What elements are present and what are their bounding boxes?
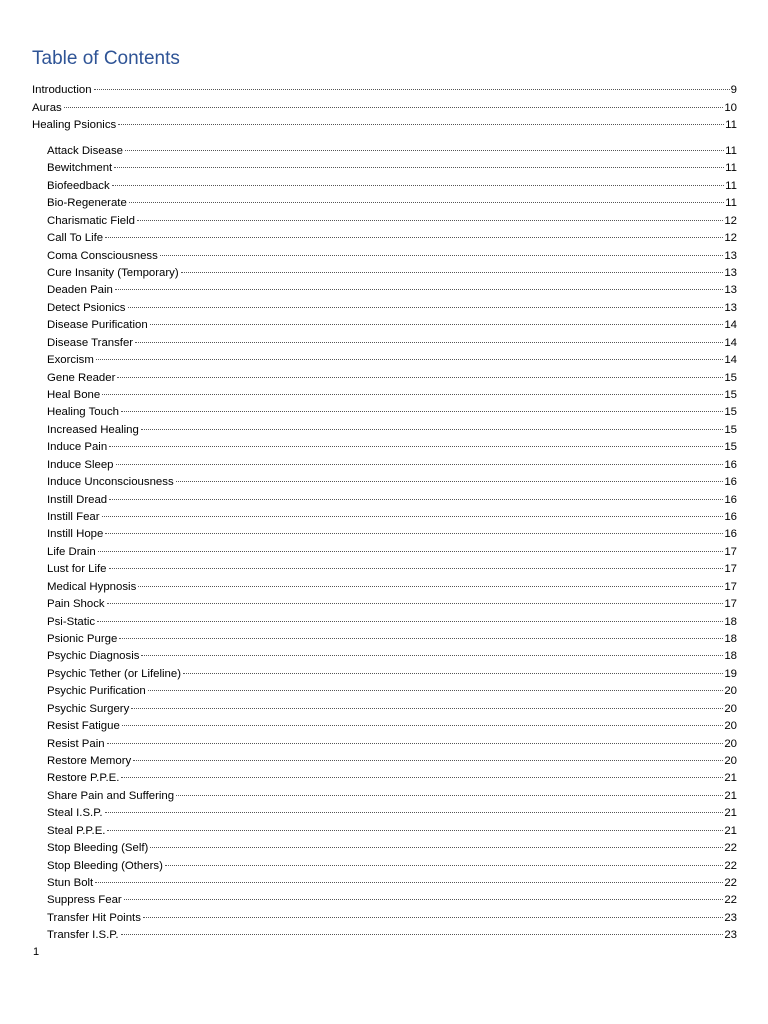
toc-entry-suppress-fear[interactable]	[47, 892, 737, 909]
toc-entry-page-number: 21	[724, 807, 737, 819]
dot-leader	[119, 638, 723, 639]
toc-entry-instill-dread[interactable]	[47, 492, 737, 509]
dot-leader	[94, 89, 730, 90]
toc-entry-page-number: 15	[724, 441, 737, 453]
toc-entry-stop-bleeding-others[interactable]	[47, 858, 737, 875]
dot-leader	[98, 551, 724, 552]
toc-entry-page-number: 11	[725, 180, 737, 192]
toc-entry-label: Steal P.P.E.	[47, 825, 106, 837]
toc-entry-label: Disease Transfer	[47, 337, 134, 349]
dot-leader	[135, 342, 723, 343]
dot-leader	[128, 307, 724, 308]
toc-entry-page-number: 11	[725, 119, 737, 131]
toc-entry-page-number: 15	[724, 424, 737, 436]
toc-entry-exorcism[interactable]	[47, 352, 737, 369]
dot-leader	[114, 167, 724, 168]
toc-entry-medical-hypnosis[interactable]	[47, 579, 737, 596]
toc-entry-instill-hope[interactable]	[47, 526, 737, 543]
toc-entry-page-number: 19	[724, 668, 737, 680]
toc-entry-label: Disease Purification	[47, 319, 148, 331]
toc-entry-label: Coma Consciousness	[47, 250, 158, 262]
dot-leader	[129, 202, 724, 203]
toc-entry-label: Attack Disease	[47, 145, 123, 157]
toc-entry-page-number: 14	[724, 319, 737, 331]
dot-leader	[105, 533, 723, 534]
toc-entry-resist-pain[interactable]	[47, 736, 737, 753]
dot-leader	[97, 621, 723, 622]
toc-entry-label: Restore Memory	[47, 755, 132, 767]
dot-leader	[109, 499, 723, 500]
toc-entry-label: Life Drain	[47, 546, 96, 558]
toc-entry-label: Increased Healing	[47, 424, 139, 436]
toc-entry-label: Gene Reader	[47, 372, 116, 384]
toc-entry-label: Introduction	[32, 84, 92, 96]
dot-leader	[137, 220, 723, 221]
toc-entry-label: Psychic Diagnosis	[47, 650, 140, 662]
dot-leader	[122, 725, 724, 726]
toc-entry-label: Stop Bleeding (Self)	[47, 842, 149, 854]
toc-entry-auras[interactable]	[32, 100, 737, 117]
toc-entry-label: Healing Touch	[47, 406, 119, 418]
toc-entry-steal-p-p-e[interactable]	[47, 823, 737, 840]
dot-leader	[124, 899, 724, 900]
toc-entry-label: Stun Bolt	[47, 877, 94, 889]
toc-entry-psychic-diagnosis[interactable]	[47, 648, 737, 665]
toc-entry-page-number: 16	[724, 476, 737, 488]
toc-entry-label: Transfer I.S.P.	[47, 929, 119, 941]
toc-entry-stop-bleeding-self[interactable]	[47, 840, 737, 857]
dot-leader	[107, 603, 724, 604]
toc-entry-page-number: 15	[724, 389, 737, 401]
dot-leader	[148, 690, 724, 691]
toc-entry-stun-bolt[interactable]	[47, 875, 737, 892]
toc-entry-label: Cure Insanity (Temporary)	[47, 267, 179, 279]
toc-entry-pain-shock[interactable]	[47, 596, 737, 613]
toc-entry-label: Medical Hypnosis	[47, 581, 137, 593]
toc-entry-label: Instill Dread	[47, 494, 108, 506]
toc-entry-label: Stop Bleeding (Others)	[47, 860, 163, 872]
toc-entry-page-number: 15	[724, 406, 737, 418]
toc-entry-page-number: 22	[724, 860, 737, 872]
dot-leader	[102, 516, 724, 517]
dot-leader	[105, 237, 723, 238]
toc-entry-page-number: 17	[724, 581, 737, 593]
toc-entry-disease-purification[interactable]	[47, 317, 737, 334]
toc-entry-psychic-surgery[interactable]	[47, 701, 737, 718]
toc-entry-label: Resist Fatigue	[47, 720, 120, 732]
toc-entry-bewitchment[interactable]	[47, 160, 737, 177]
toc-entry-lust-for-life[interactable]	[47, 561, 737, 578]
toc-entry-page-number: 20	[724, 720, 737, 732]
toc-entry-label: Resist Pain	[47, 738, 105, 750]
dot-leader	[116, 464, 724, 465]
dot-leader	[160, 255, 724, 256]
toc-entry-label: Share Pain and Suffering	[47, 790, 175, 802]
toc-entry-label: Psi-Static	[47, 616, 96, 628]
toc-entry-psychic-tether-or-lifeline[interactable]	[47, 666, 737, 683]
toc-entry-page-number: 18	[724, 616, 737, 628]
toc-entry-page-number: 18	[724, 633, 737, 645]
toc-entry-label: Biofeedback	[47, 180, 110, 192]
toc-entry-label: Exorcism	[47, 354, 94, 366]
toc-entry-gene-reader[interactable]	[47, 370, 737, 387]
toc-entry-deaden-pain[interactable]	[47, 282, 737, 299]
toc-entry-detect-psionics[interactable]	[47, 300, 737, 317]
toc-entry-page-number: 23	[724, 929, 737, 941]
toc-entry-page-number: 21	[724, 772, 737, 784]
dot-leader	[112, 185, 724, 186]
toc-entry-label: Induce Sleep	[47, 459, 114, 471]
toc-entry-page-number: 16	[724, 511, 737, 523]
dot-leader	[125, 150, 724, 151]
dot-leader	[105, 812, 724, 813]
dot-leader	[176, 795, 723, 796]
toc-entry-page-number: 22	[724, 842, 737, 854]
toc-entry-steal-i-s-p[interactable]	[47, 805, 737, 822]
toc-entry-label: Pain Shock	[47, 598, 105, 610]
toc-entry-psychic-purification[interactable]	[47, 683, 737, 700]
toc-entry-label: Call To Life	[47, 232, 104, 244]
toc-entry-life-drain[interactable]	[47, 544, 737, 561]
toc-entry-label: Bio-Regenerate	[47, 197, 127, 209]
toc-entry-healing-psionics[interactable]	[32, 117, 737, 134]
dot-leader	[117, 377, 723, 378]
toc-entry-page-number: 16	[724, 494, 737, 506]
toc-entry-heal-bone[interactable]	[47, 387, 737, 404]
toc-entry-label: Instill Hope	[47, 528, 104, 540]
toc-entry-page-number: 17	[724, 563, 737, 575]
toc-entry-label: Suppress Fear	[47, 894, 122, 906]
dot-leader	[165, 865, 723, 866]
toc-entry-page-number: 14	[724, 337, 737, 349]
toc-entry-page-number: 20	[724, 755, 737, 767]
dot-leader	[115, 289, 723, 290]
toc-entry-page-number: 10	[724, 102, 737, 114]
toc-entry-label: Instill Fear	[47, 511, 100, 523]
toc-entry-label: Induce Pain	[47, 441, 108, 453]
toc-entry-biofeedback[interactable]	[47, 178, 737, 195]
toc-entry-bio-regenerate[interactable]	[47, 195, 737, 212]
dot-leader	[109, 568, 724, 569]
toc-entry-cure-insanity-temporary[interactable]	[47, 265, 737, 282]
toc-entry-page-number: 11	[725, 197, 737, 209]
toc-entry-label: Healing Psionics	[32, 119, 117, 131]
toc-entry-instill-fear[interactable]	[47, 509, 737, 526]
toc-entry-transfer-hit-points[interactable]	[47, 910, 737, 927]
toc-entry-label: Psionic Purge	[47, 633, 118, 645]
dot-leader	[96, 359, 723, 360]
toc-entry-label: Steal I.S.P.	[47, 807, 103, 819]
toc-entry-label: Transfer Hit Points	[47, 912, 141, 924]
toc-entry-page-number: 15	[724, 372, 737, 384]
toc-entry-psionic-purge[interactable]	[47, 631, 737, 648]
toc-entry-page-number: 13	[724, 250, 737, 262]
toc-entry-page-number: 9	[730, 84, 737, 96]
toc-entry-page-number: 17	[724, 546, 737, 558]
dot-leader	[138, 586, 723, 587]
dot-leader	[121, 777, 723, 778]
toc-entry-disease-transfer[interactable]	[47, 335, 737, 352]
toc-entry-page-number: 13	[724, 267, 737, 279]
toc-entry-label: Induce Unconsciousness	[47, 476, 174, 488]
toc-entry-increased-healing[interactable]	[47, 422, 737, 439]
toc-entry-label: Charismatic Field	[47, 215, 135, 227]
toc-entry-label: Psychic Purification	[47, 685, 146, 697]
toc-entry-label: Auras	[32, 102, 62, 114]
toc-entry-attack-disease[interactable]	[47, 143, 737, 160]
dot-leader	[183, 673, 723, 674]
toc-entry-share-pain-and-suffering[interactable]	[47, 788, 737, 805]
dot-leader	[64, 107, 724, 108]
toc-entry-restore-memory[interactable]	[47, 753, 737, 770]
page-title: Table of Contents	[32, 48, 180, 69]
dot-leader	[121, 934, 724, 935]
toc-entry-induce-pain[interactable]	[47, 439, 737, 456]
toc-entry-transfer-i-s-p[interactable]	[47, 927, 737, 944]
toc-entry-page-number: 21	[724, 790, 737, 802]
toc-entry-induce-sleep[interactable]	[47, 457, 737, 474]
toc-entry-page-number: 17	[724, 598, 737, 610]
toc-entry-page-number: 22	[724, 877, 737, 889]
toc-entry-charismatic-field[interactable]	[47, 213, 737, 230]
toc-entry-page-number: 18	[724, 650, 737, 662]
toc-entry-page-number: 21	[724, 825, 737, 837]
dot-leader	[181, 272, 724, 273]
toc-entry-page-number: 16	[724, 528, 737, 540]
dot-leader	[107, 830, 723, 831]
dot-leader	[107, 743, 724, 744]
dot-leader	[131, 708, 723, 709]
toc-entry-page-number: 13	[724, 284, 737, 296]
dot-leader	[133, 760, 723, 761]
toc-entry-page-number: 20	[724, 703, 737, 715]
toc-entry-page-number: 20	[724, 685, 737, 697]
toc-entry-label: Deaden Pain	[47, 284, 113, 296]
toc-entry-psi-static[interactable]	[47, 614, 737, 631]
toc-entry-label: Psychic Tether (or Lifeline)	[47, 668, 182, 680]
toc-entry-page-number: 14	[724, 354, 737, 366]
toc-entry-label: Bewitchment	[47, 162, 113, 174]
toc-entry-label: Lust for Life	[47, 563, 107, 575]
dot-leader	[141, 429, 724, 430]
toc-entry-page-number: 23	[724, 912, 737, 924]
toc-entry-page-number: 12	[724, 215, 737, 227]
toc-entry-restore-p-p-e[interactable]	[47, 770, 737, 787]
toc-entry-page-number: 22	[724, 894, 737, 906]
dot-leader	[95, 882, 723, 883]
toc-entry-page-number: 12	[724, 232, 737, 244]
footer-page-number: 1	[33, 946, 40, 958]
toc-entry-label: Psychic Surgery	[47, 703, 130, 715]
dot-leader	[150, 324, 724, 325]
toc-entry-page-number: 16	[724, 459, 737, 471]
dot-leader	[102, 394, 723, 395]
dot-leader	[150, 847, 723, 848]
dot-leader	[109, 446, 723, 447]
toc-entry-page-number: 11	[725, 162, 737, 174]
toc-entry-coma-consciousness[interactable]	[47, 248, 737, 265]
toc-entry-page-number: 11	[725, 145, 737, 157]
toc-entry-label: Heal Bone	[47, 389, 101, 401]
dot-leader	[143, 917, 723, 918]
toc-entry-call-to-life[interactable]	[47, 230, 737, 247]
toc-entry-page-number: 20	[724, 738, 737, 750]
dot-leader	[141, 655, 723, 656]
toc-entry-resist-fatigue[interactable]	[47, 718, 737, 735]
dot-leader	[118, 124, 724, 125]
toc-entry-page-number: 13	[724, 302, 737, 314]
dot-leader	[121, 411, 723, 412]
toc-entry-label: Detect Psionics	[47, 302, 126, 314]
toc-entry-label: Restore P.P.E.	[47, 772, 120, 784]
toc-entry-introduction[interactable]	[32, 82, 737, 99]
toc-entry-induce-unconsciousness[interactable]	[47, 474, 737, 491]
toc-entry-healing-touch[interactable]	[47, 404, 737, 421]
dot-leader	[176, 481, 724, 482]
